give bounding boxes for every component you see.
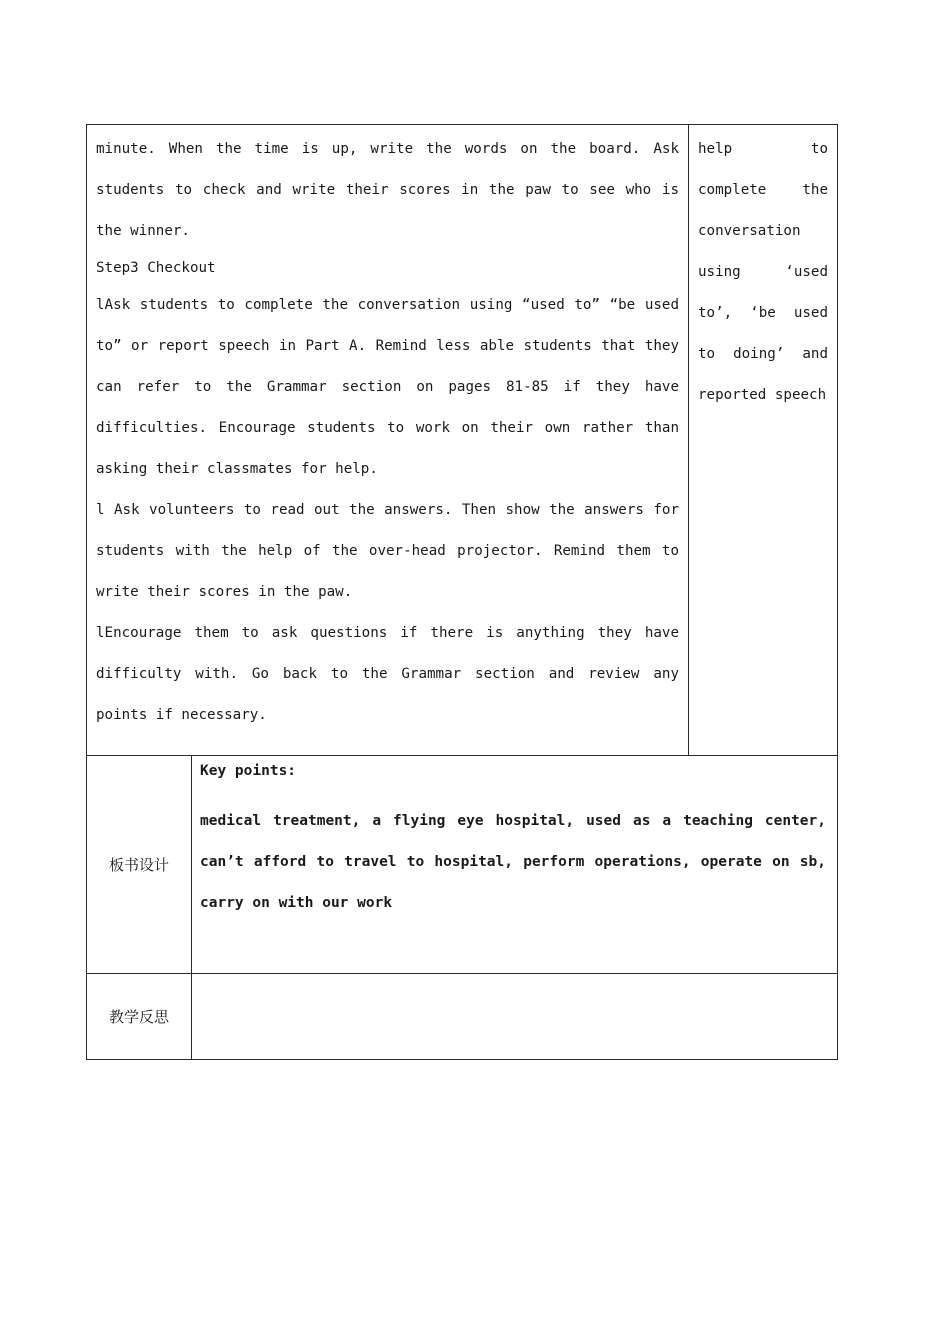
procedure-paragraph-4: lEncourage them to ask questions if there is anything they have difficulty with. Go back to the Grammar section and review any points if necessary. bbox=[96, 625, 679, 723]
procedure-text bbox=[87, 125, 688, 736]
step-heading: Step3 Checkout bbox=[96, 260, 216, 276]
procedure-cell bbox=[87, 125, 689, 756]
procedure-paragraph-3: l Ask volunteers to read out the answers. Then show the answers for students with the help of the over-head projector. Remind them to write their scores in the paw. bbox=[96, 502, 679, 600]
reflection-row bbox=[87, 974, 838, 1060]
key-points-list: medical treatment, a flying eye hospital, used as a teaching center, can’t afford to travel to hospital, perform operations, operate on sb, carry on with our work bbox=[200, 813, 826, 911]
key-points-heading: Key points: bbox=[200, 763, 297, 779]
procedure-row bbox=[87, 125, 838, 756]
reflection-cell bbox=[192, 974, 838, 1060]
blackboard-row bbox=[87, 756, 838, 974]
procedure-paragraph-2: lAsk students to complete the conversation using “used to” “be used to” or report speech in Part A. Remind less able students that they can refer to the Grammar section on pages 81-85 if they have difficulties. Encourage students to work on their own rather than asking their classmates for help. bbox=[96, 297, 679, 477]
procedure-paragraph-1: minute. When the time is up, write the words on the board. Ask students to check and write their scores in the paw to see who is the winner. bbox=[96, 141, 679, 239]
lesson-plan-table bbox=[86, 124, 838, 1060]
side-note-text: help to complete the conversation using ‘used to’, ‘be used to doing’ and reported speech bbox=[698, 141, 828, 403]
blackboard-label: 板书设计 bbox=[87, 756, 192, 974]
side-note-cell bbox=[689, 125, 838, 756]
blackboard-cell bbox=[192, 756, 838, 974]
blackboard-content bbox=[192, 756, 837, 924]
reflection-label: 教学反思 bbox=[87, 974, 192, 1060]
